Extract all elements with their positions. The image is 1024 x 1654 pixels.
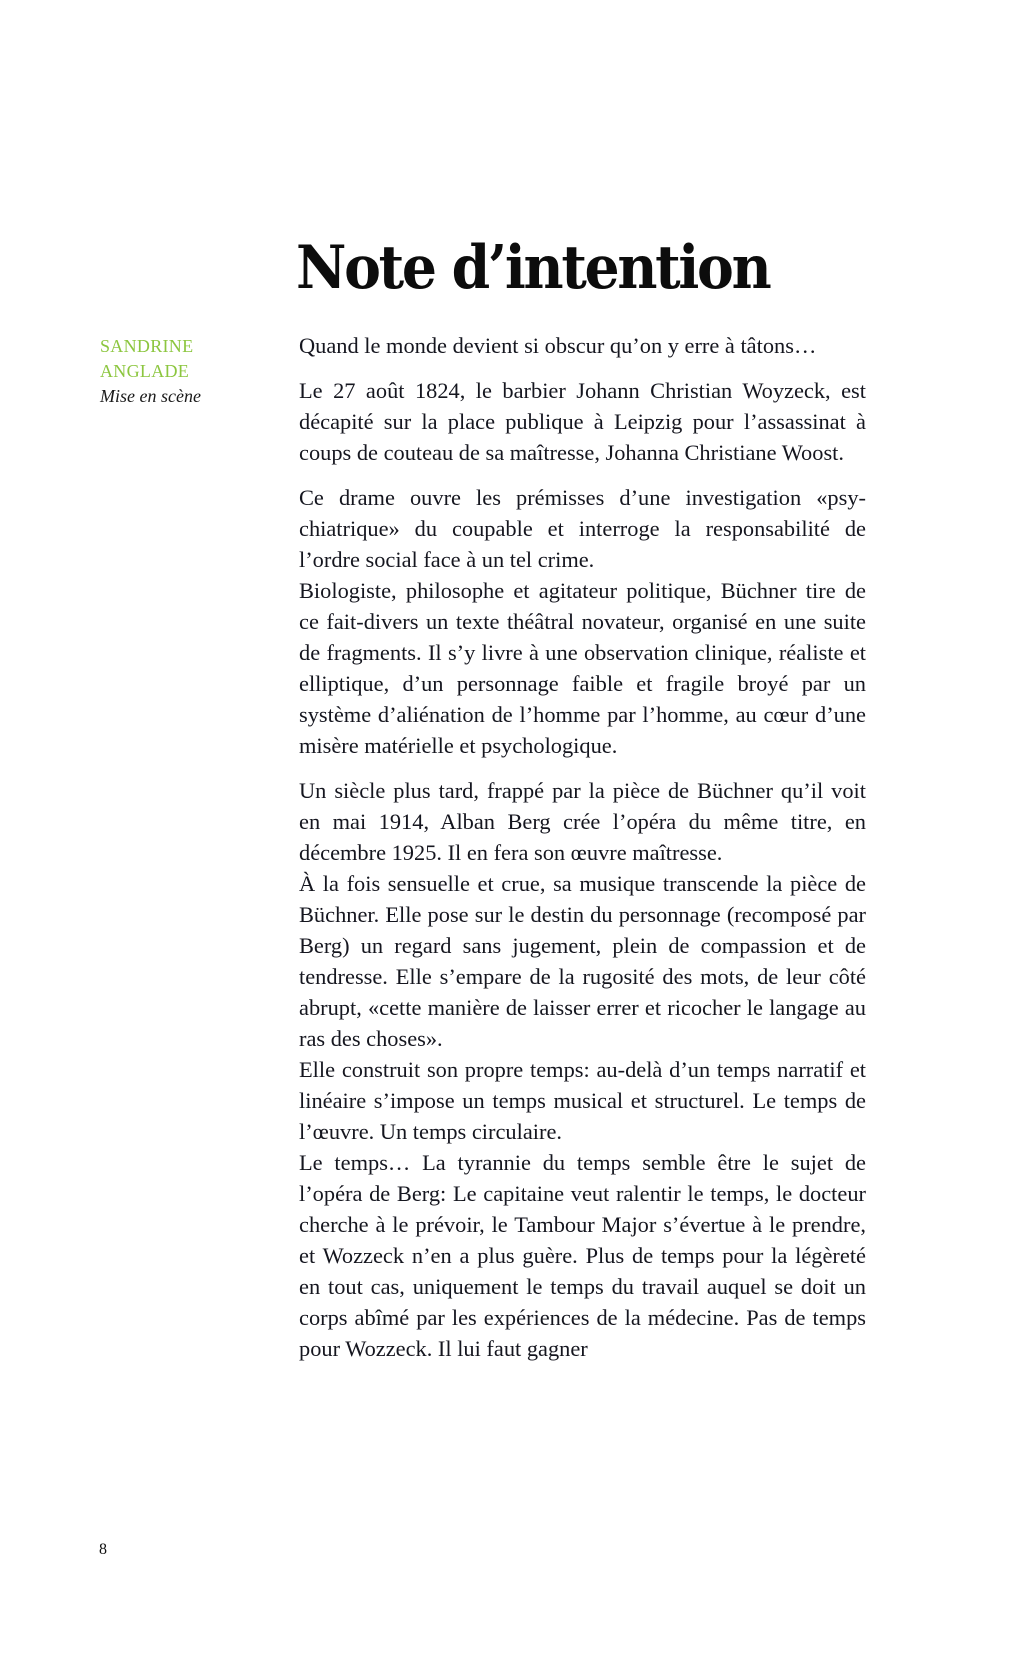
author-last-name: ANGLADE (100, 361, 190, 381)
paragraph: Ce drame ouvre les prémisses d’une investigation «psychiatrique» du coupable et interroge la responsabilité de l’ordre social face à un tel crime. (299, 485, 866, 572)
paragraph: Un siècle plus tard, frappé par la pièce de Büchner qu’il voit en mai 1914, Alban Berg crée l’opéra du même titre, en décembre 1925. Il en fera son œuvre maîtresse. (299, 778, 866, 865)
paragraph: Le temps… La tyrannie du temps semble être le sujet de l’opéra de Berg: Le capitaine veut ralentir le temps, le docteur cherche à le prévoir, le Tambour Major s’évertue à le prendre, et Wozzeck n’en a plus guère. Plus de temps pour la légèreté en tout cas, uniquement le temps du travail auquel se doit un corps abîmé par les expériences de la médecine. Pas de temps pour Wozzeck. Il lui faut gagner (299, 1150, 866, 1361)
paragraph: À la fois sensuelle et crue, sa musique transcende la pièce de Büchner. Elle pose sur le destin du personnage (recomposé par Berg) un regard sans jugement, plein de compassion et de tendresse. Elle s’empare de la rugosité des mots, de leur côté abrupt, «cette manière de laisser errer et ricocher le langage au ras des choses». (299, 871, 866, 1051)
author-credit (100, 334, 260, 409)
page-number: 8 (99, 1541, 107, 1558)
body-text (299, 330, 866, 1364)
page-title: Note d’intention (296, 233, 770, 303)
author-role: Mise en scène (100, 386, 201, 406)
paragraph-intro: Quand le monde devient si obscur qu’on y erre à tâtons… (299, 333, 817, 358)
author-first-name: SANDRINE (100, 336, 194, 356)
paragraph: Le 27 août 1824, le barbier Johann Christian Woyzeck, est décapité sur la place publique à Leipzig pour l’assassinat à coups de couteau de sa maîtresse, Johanna Christiane Woost. (299, 378, 866, 465)
paragraph: Elle construit son propre temps: au-delà d’un temps narratif et linéaire s’impose un temps musical et structurel. Le temps de l’œuvre. Un temps circulaire. (299, 1057, 866, 1144)
paragraph: Biologiste, philosophe et agitateur politique, Büchner tire de ce fait-divers un texte théâtral novateur, organisé en une suite de fragments. Il s’y livre à une observation clinique, réaliste et elliptique, d’un personnage faible et fragile broyé par un système d’aliénation de l’homme par l’homme, au cœur d’une misère matérielle et psychologique. (299, 578, 866, 758)
